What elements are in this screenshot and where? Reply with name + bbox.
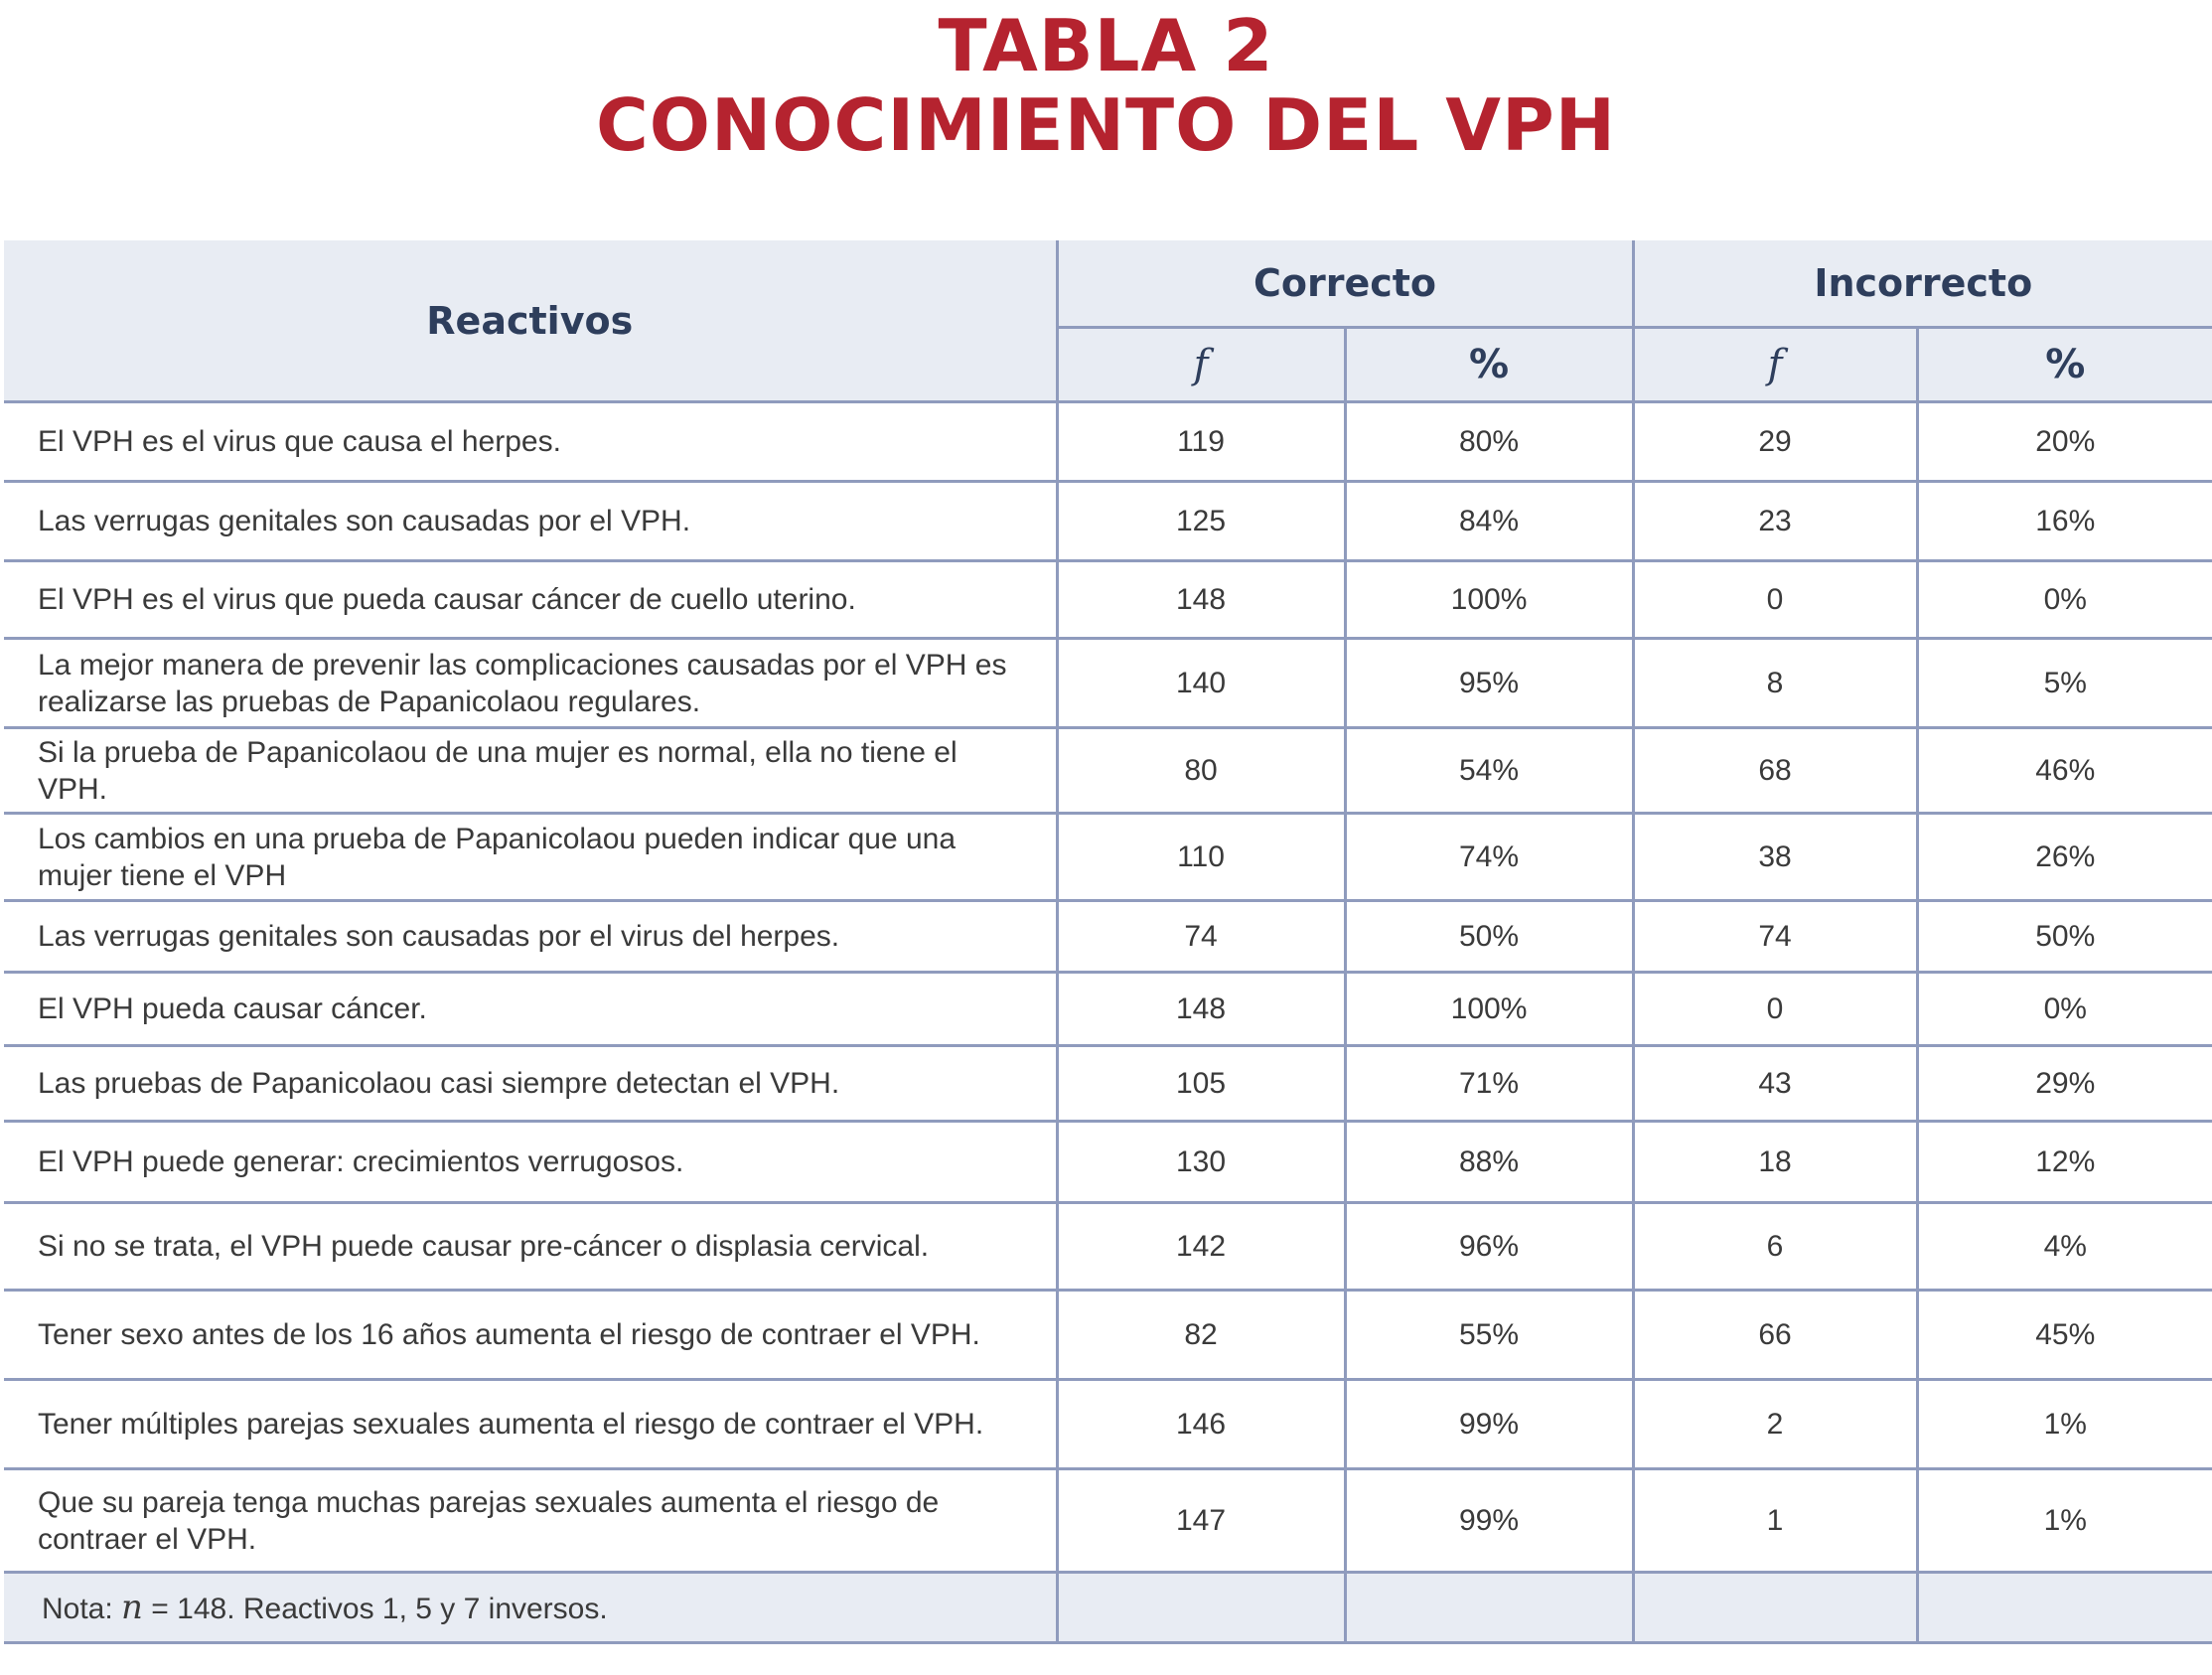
table-note	[4, 1573, 1057, 1643]
table-row	[4, 561, 2212, 639]
incorrect-percent-cell: 20%	[1917, 402, 2212, 482]
table-row-item: Que su pareja tenga muchas parejas sexuales aumenta el riesgo de contraer el VPH.	[4, 1469, 1057, 1573]
table-row	[4, 973, 2212, 1046]
table-row-item: La mejor manera de prevenir las complicaciones causadas por el VPH es realizarse las pruebas de Papanicolaou regulares.	[4, 639, 1057, 728]
correct-frequency-cell: 148	[1057, 561, 1345, 639]
incorrect-frequency-cell: 43	[1633, 1046, 1917, 1122]
header-correct-frequency: f	[1057, 328, 1345, 402]
incorrect-percent-cell: 29%	[1917, 1046, 2212, 1122]
table-row	[4, 1380, 2212, 1469]
note-empty-cell	[1345, 1573, 1633, 1643]
header-reactivos: Reactivos	[4, 240, 1057, 402]
correct-frequency-cell: 125	[1057, 482, 1345, 561]
incorrect-percent-cell: 0%	[1917, 561, 2212, 639]
incorrect-frequency-cell: 0	[1633, 561, 1917, 639]
table-subtitle: CONOCIMIENTO DEL VPH	[595, 83, 1617, 167]
table-row-item: Las pruebas de Papanicolaou casi siempre detectan el VPH.	[4, 1046, 1057, 1122]
note-n-symbol: n	[121, 1588, 143, 1627]
correct-percent-cell: 71%	[1345, 1046, 1633, 1122]
incorrect-percent-cell: 1%	[1917, 1380, 2212, 1469]
incorrect-frequency-cell: 0	[1633, 973, 1917, 1046]
incorrect-percent-cell: 5%	[1917, 639, 2212, 728]
correct-frequency-cell: 110	[1057, 814, 1345, 901]
incorrect-percent-cell: 45%	[1917, 1291, 2212, 1380]
header-incorrecto: Incorrecto	[1633, 240, 2212, 328]
table-row-item: El VPH puede generar: crecimientos verrugosos.	[4, 1122, 1057, 1203]
table-row-item: Los cambios en una prueba de Papanicolaou pueden indicar que una mujer tiene el VPH	[4, 814, 1057, 901]
note-prefix: Nota:	[42, 1593, 122, 1625]
table-body	[4, 402, 2212, 1573]
header-incorrect-percent: %	[1917, 328, 2212, 402]
incorrect-percent-cell: 12%	[1917, 1122, 2212, 1203]
correct-frequency-cell: 80	[1057, 728, 1345, 814]
note-empty-cell	[1917, 1573, 2212, 1643]
correct-frequency-cell: 146	[1057, 1380, 1345, 1469]
correct-percent-cell: 99%	[1345, 1469, 1633, 1573]
header-incorrect-frequency: f	[1633, 328, 1917, 402]
table-row-item: Tener sexo antes de los 16 años aumenta el riesgo de contraer el VPH.	[4, 1291, 1057, 1380]
correct-percent-cell: 84%	[1345, 482, 1633, 561]
correct-frequency-cell: 74	[1057, 901, 1345, 973]
note-empty-cell	[1057, 1573, 1345, 1643]
correct-percent-cell: 50%	[1345, 901, 1633, 973]
correct-percent-cell: 99%	[1345, 1380, 1633, 1469]
table-row-item: El VPH es el virus que pueda causar cáncer de cuello uterino.	[4, 561, 1057, 639]
incorrect-percent-cell: 16%	[1917, 482, 2212, 561]
table-row-item: Las verrugas genitales son causadas por el virus del herpes.	[4, 901, 1057, 973]
table-row	[4, 901, 2212, 973]
correct-frequency-cell: 148	[1057, 973, 1345, 1046]
correct-percent-cell: 100%	[1345, 561, 1633, 639]
table-row-item: Si la prueba de Papanicolaou de una mujer es normal, ella no tiene el VPH.	[4, 728, 1057, 814]
incorrect-percent-cell: 50%	[1917, 901, 2212, 973]
correct-percent-cell: 95%	[1345, 639, 1633, 728]
correct-percent-cell: 96%	[1345, 1203, 1633, 1291]
table-row-item: Si no se trata, el VPH puede causar pre-cáncer o displasia cervical.	[4, 1203, 1057, 1291]
incorrect-frequency-cell: 74	[1633, 901, 1917, 973]
correct-frequency-cell: 140	[1057, 639, 1345, 728]
correct-percent-cell: 88%	[1345, 1122, 1633, 1203]
table-row-item: Las verrugas genitales son causadas por el VPH.	[4, 482, 1057, 561]
table-row-item: Tener múltiples parejas sexuales aumenta el riesgo de contraer el VPH.	[4, 1380, 1057, 1469]
header-correcto: Correcto	[1057, 240, 1633, 328]
correct-frequency-cell: 130	[1057, 1122, 1345, 1203]
table-row	[4, 728, 2212, 814]
table-row	[4, 639, 2212, 728]
incorrect-frequency-cell: 2	[1633, 1380, 1917, 1469]
note-text: = 148. Reactivos 1, 5 y 7 inversos.	[142, 1593, 608, 1625]
incorrect-percent-cell: 26%	[1917, 814, 2212, 901]
table-row-item: El VPH es el virus que causa el herpes.	[4, 402, 1057, 482]
correct-percent-cell: 80%	[1345, 402, 1633, 482]
incorrect-frequency-cell: 18	[1633, 1122, 1917, 1203]
table-row	[4, 402, 2212, 482]
incorrect-frequency-cell: 66	[1633, 1291, 1917, 1380]
incorrect-percent-cell: 1%	[1917, 1469, 2212, 1573]
table-row-item: El VPH pueda causar cáncer.	[4, 973, 1057, 1046]
incorrect-frequency-cell: 6	[1633, 1203, 1917, 1291]
table-row	[4, 1469, 2212, 1573]
correct-frequency-cell: 119	[1057, 402, 1345, 482]
correct-frequency-cell: 105	[1057, 1046, 1345, 1122]
table-row	[4, 1046, 2212, 1122]
correct-percent-cell: 100%	[1345, 973, 1633, 1046]
incorrect-frequency-cell: 8	[1633, 639, 1917, 728]
incorrect-frequency-cell: 68	[1633, 728, 1917, 814]
correct-percent-cell: 54%	[1345, 728, 1633, 814]
correct-frequency-cell: 142	[1057, 1203, 1345, 1291]
incorrect-frequency-cell: 1	[1633, 1469, 1917, 1573]
table-title: TABLA 2	[938, 4, 1274, 87]
note-empty-cell	[1633, 1573, 1917, 1643]
table-row	[4, 814, 2212, 901]
knowledge-table	[4, 240, 2212, 1644]
table-row	[4, 1203, 2212, 1291]
table-row	[4, 1291, 2212, 1380]
header-correct-percent: %	[1345, 328, 1633, 402]
correct-percent-cell: 74%	[1345, 814, 1633, 901]
table-row	[4, 482, 2212, 561]
incorrect-percent-cell: 4%	[1917, 1203, 2212, 1291]
incorrect-frequency-cell: 29	[1633, 402, 1917, 482]
incorrect-frequency-cell: 23	[1633, 482, 1917, 561]
incorrect-percent-cell: 46%	[1917, 728, 2212, 814]
correct-percent-cell: 55%	[1345, 1291, 1633, 1380]
correct-frequency-cell: 82	[1057, 1291, 1345, 1380]
correct-frequency-cell: 147	[1057, 1469, 1345, 1573]
incorrect-percent-cell: 0%	[1917, 973, 2212, 1046]
table-row	[4, 1122, 2212, 1203]
incorrect-frequency-cell: 38	[1633, 814, 1917, 901]
